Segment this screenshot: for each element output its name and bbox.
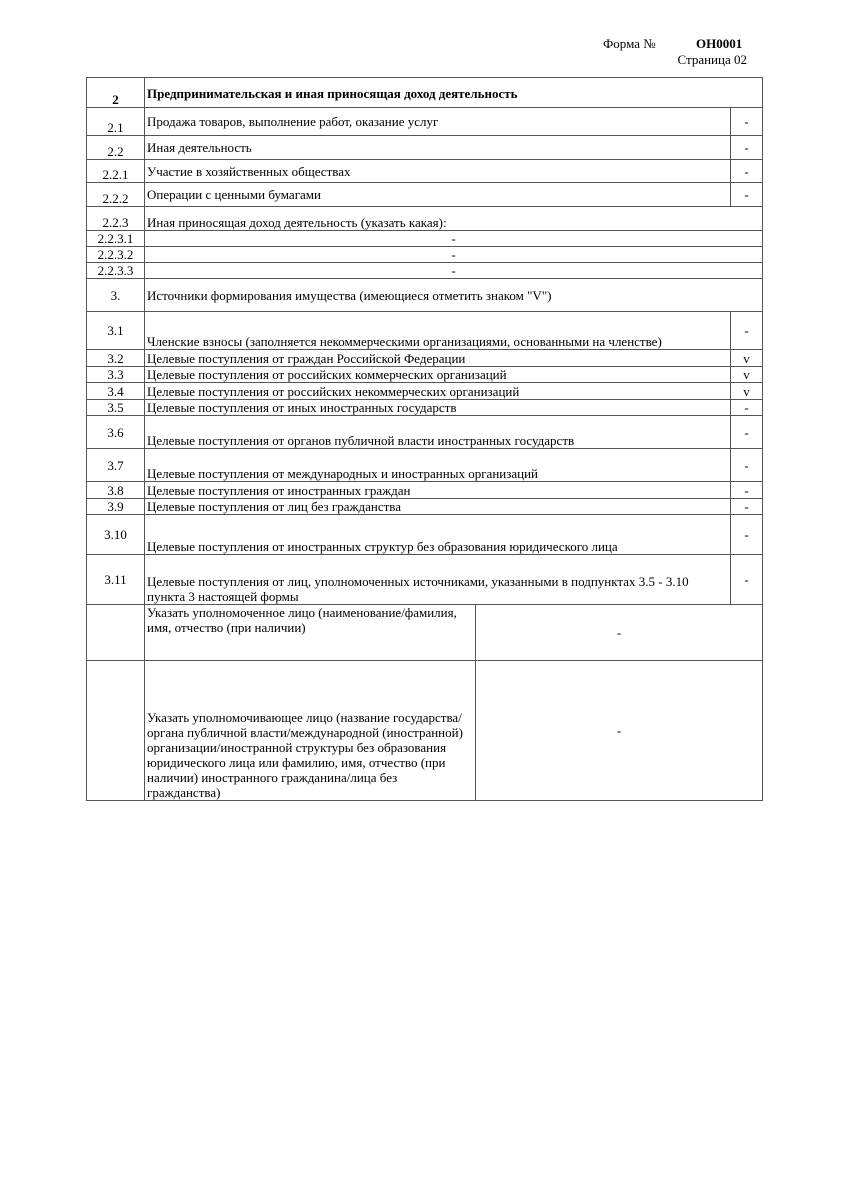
table-row [87, 605, 763, 661]
table-row [87, 108, 763, 136]
row-text: Членские взносы (заполняется некоммерческими организациями, основанными на членстве) [145, 312, 731, 350]
row-text: Источники формирования имущества (имеющиеся отметить знаком "V") [145, 279, 763, 312]
row-number: 2.2.3.1 [87, 231, 145, 247]
row-text: Целевые поступления от российских некоммерческих организаций [145, 383, 731, 400]
row-number: 3.6 [87, 416, 145, 449]
row-mark: - [731, 555, 763, 605]
row-text: Участие в хозяйственных обществах [145, 160, 731, 183]
table-row [87, 555, 763, 605]
row-number: 3.9 [87, 499, 145, 515]
row-number [87, 661, 145, 801]
page-number: Страница 02 [677, 52, 747, 67]
row-number: 2 [87, 78, 145, 108]
table-row [87, 515, 763, 555]
row-number: 3.1 [87, 312, 145, 350]
row-text: Целевые поступления от лиц, уполномоченных источниками, указанными в подпунктах 3.5 - 3.10 пункта 3 настоящей формы [145, 555, 731, 605]
row-number: 2.2.3.3 [87, 263, 145, 279]
row-number: 2.2.3.2 [87, 247, 145, 263]
row-number: 3.11 [87, 555, 145, 605]
row-text: Иная деятельность [145, 136, 731, 160]
row-text: Целевые поступления от лиц без гражданства [145, 499, 731, 515]
row-mark: - [731, 482, 763, 499]
row-text: Целевые поступления от иностранных граждан [145, 482, 731, 499]
row-mark: - [731, 108, 763, 136]
table-row [87, 499, 763, 515]
table-row [87, 231, 763, 247]
row-number: 2.2 [87, 136, 145, 160]
row-number: 3.8 [87, 482, 145, 499]
table-row [87, 350, 763, 367]
row-text: Продажа товаров, выполнение работ, оказание услуг [145, 108, 731, 136]
row-value: - [145, 231, 763, 247]
row-mark: v [731, 367, 763, 383]
table-row [87, 207, 763, 231]
authorizing-person-label: Указать уполномочивающее лицо (название государства/органа публичной власти/международной (иностранной) организации/иностранной структуры без образования юридического лица или фамилию, имя, отчество (при наличии) иностранного гражданина/лица без гражданства) [145, 661, 476, 801]
row-text: Целевые поступления от международных и иностранных организаций [145, 449, 731, 482]
table-row [87, 400, 763, 416]
table-row [87, 279, 763, 312]
table-row [87, 183, 763, 207]
form-number-label: Форма № [603, 36, 656, 51]
row-mark: v [731, 350, 763, 367]
row-number: 3.7 [87, 449, 145, 482]
table-row [87, 449, 763, 482]
row-mark: - [731, 499, 763, 515]
row-text: Целевые поступления от российских коммерческих организаций [145, 367, 731, 383]
row-mark: - [731, 515, 763, 555]
row-text: Целевые поступления от иных иностранных государств [145, 400, 731, 416]
row-mark: - [731, 416, 763, 449]
row-text: Иная приносящая доход деятельность (указать какая): [145, 207, 763, 231]
row-mark: - [731, 136, 763, 160]
row-number [87, 605, 145, 661]
row-number: 3.3 [87, 367, 145, 383]
table-row [87, 136, 763, 160]
form-table [86, 77, 763, 801]
table-row [87, 661, 763, 801]
section-heading: Предпринимательская и иная приносящая доход деятельность [145, 78, 763, 108]
table-row [87, 247, 763, 263]
table-row [87, 160, 763, 183]
row-mark: v [731, 383, 763, 400]
row-value: - [145, 263, 763, 279]
row-number: 3.10 [87, 515, 145, 555]
authorizing-person-value: - [476, 661, 763, 801]
row-mark: - [731, 183, 763, 207]
table-row [87, 416, 763, 449]
row-mark: - [731, 160, 763, 183]
row-number: 2.2.1 [87, 160, 145, 183]
row-mark: - [731, 449, 763, 482]
row-text: Целевые поступления от иностранных структур без образования юридического лица [145, 515, 731, 555]
table-row [87, 482, 763, 499]
table-row [87, 383, 763, 400]
row-number: 2.2.3 [87, 207, 145, 231]
row-number: 2.1 [87, 108, 145, 136]
table-row [87, 263, 763, 279]
row-value: - [145, 247, 763, 263]
table-row [87, 78, 763, 108]
form-number-value: ОН0001 [696, 36, 743, 51]
row-mark: - [731, 400, 763, 416]
row-number: 2.2.2 [87, 183, 145, 207]
row-text: Целевые поступления от граждан Российской Федерации [145, 350, 731, 367]
row-number: 3.4 [87, 383, 145, 400]
authorized-person-label: Указать уполномоченное лицо (наименование/фамилия, имя, отчество (при наличии) [145, 605, 476, 661]
row-text: Целевые поступления от органов публичной власти иностранных государств [145, 416, 731, 449]
row-text: Операции с ценными бумагами [145, 183, 731, 207]
table-row [87, 367, 763, 383]
authorized-person-value: - [476, 605, 763, 661]
row-number: 3. [87, 279, 145, 312]
row-number: 3.2 [87, 350, 145, 367]
table-row [87, 312, 763, 350]
row-number: 3.5 [87, 400, 145, 416]
row-mark: - [731, 312, 763, 350]
